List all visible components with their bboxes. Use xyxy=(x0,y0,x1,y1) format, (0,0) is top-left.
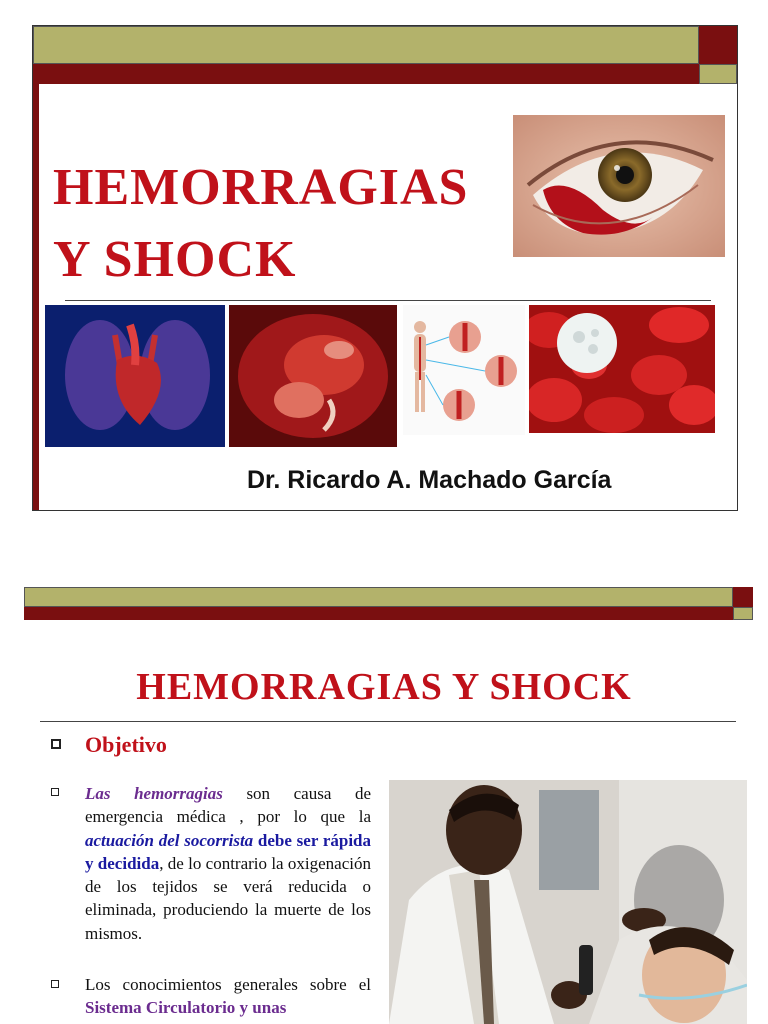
text-emphasis: Sistema Circulatorio y unas xyxy=(85,998,287,1018)
text-emphasis: Las hemorragias xyxy=(85,784,223,803)
title-line-1: HEMORRAGIAS xyxy=(53,159,469,216)
eye-photo xyxy=(513,115,725,257)
header-olive-square xyxy=(733,607,753,620)
paragraph-1 xyxy=(85,782,371,945)
text-run: , de lo contrario la oxigenación de los tejidos se verá reducida o eliminada, produciendo la muerte de los mismos. xyxy=(85,853,371,943)
aneurysm-types-diagram xyxy=(403,305,525,435)
divider-rule xyxy=(65,300,711,301)
text-run: son causa de emergencia médica , por lo que la xyxy=(85,784,371,827)
header-olive-band xyxy=(33,26,699,64)
objective-heading: Objetivo xyxy=(85,732,167,757)
author-name: Dr. Ricardo A. Machado García xyxy=(247,466,612,494)
slide-2 xyxy=(24,587,753,1024)
text-emphasis: actuación del socorrista xyxy=(85,830,254,850)
bullet-square-icon xyxy=(51,788,59,796)
bullet-square-icon xyxy=(51,739,61,749)
heart-lungs-anatomy xyxy=(45,305,225,447)
slide-title: HEMORRAGIAS Y SHOCK xyxy=(136,666,632,708)
header-maroon-band xyxy=(33,64,699,84)
text-run: Los conocimientos generales sobre el xyxy=(85,975,371,994)
title-line-2: Y SHOCK xyxy=(53,231,297,288)
internal-bleeding-photo xyxy=(229,305,397,447)
text-emphasis: debe ser rápida y decidida xyxy=(85,830,371,873)
header-olive-square xyxy=(699,64,737,84)
header-maroon-square xyxy=(699,26,737,64)
header-olive-band xyxy=(24,587,733,607)
left-maroon-bar xyxy=(33,84,39,510)
blood-cells-photo xyxy=(529,305,715,433)
paragraph-2 xyxy=(85,973,371,1020)
bullet-square-icon xyxy=(51,980,59,988)
header-maroon-square xyxy=(733,587,753,607)
divider-rule xyxy=(40,721,736,722)
slide-1 xyxy=(32,25,738,511)
header-maroon-band xyxy=(24,607,733,620)
doctor-patient-photo xyxy=(389,780,747,1024)
